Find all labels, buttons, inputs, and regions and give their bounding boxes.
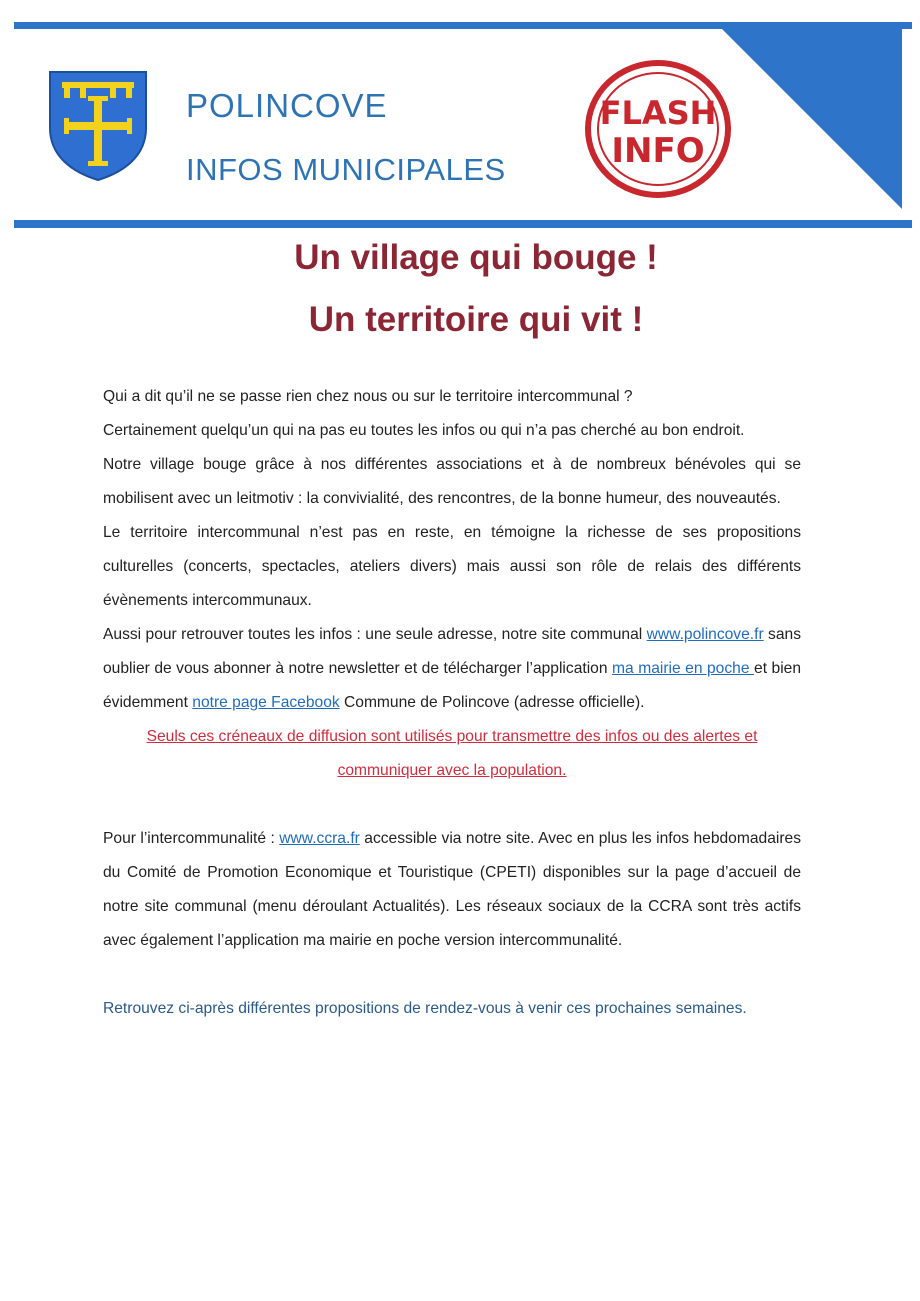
flash-info-badge [584,60,732,198]
polincove-website-link[interactable]: www.polincove.fr [646,626,764,643]
paragraph-5-text-a: Aussi pour retrouver toutes les infos : une seule adresse, notre site communal [103,626,643,643]
paragraph-4: Le territoire intercommunal n’est pas en reste, en témoigne la richesse de ses propositions culturelles (concerts, spectacles, ateliers divers) mais aussi son rôle de relais des différents évènements intercommunaux. [103,524,801,609]
spacer [103,788,801,822]
header-bottom-rule [14,220,912,228]
closing-line: Retrouvez ci-après différentes propositions de rendez-vous à venir ces prochaines semaines. [103,1000,747,1017]
ccra-website-link[interactable]: www.ccra.fr [279,830,360,847]
headline-line-2: Un territoire qui vit ! [308,300,644,339]
article-body [103,380,801,1026]
paragraph-5 [103,618,801,720]
paragraph-5-text-c: et bien évidemment [103,660,802,711]
paragraph-1: Qui a dit qu’il ne se passe rien chez nous ou sur le territoire intercommunal ? [103,388,633,405]
alert-notice: Seuls ces créneaux de diffusion sont utilisés pour transmettre des infos ou des alertes et communiquer avec la population. [146,728,758,779]
header-top-rule [14,22,912,29]
spacer [103,958,801,992]
badge-text-flash: FLASH [599,94,717,132]
town-name: POLINCOVE [186,87,388,124]
paragraph-5-text-b: sans oublier de vous abonner à notre newsletter et de télécharger l’application [103,626,801,677]
ma-mairie-en-poche-link[interactable]: ma mairie en poche [612,660,755,677]
newsletter-subtitle: INFOS MUNICIPALES [186,152,506,187]
coat-of-arms-icon [48,70,148,182]
paragraph-6 [103,822,801,958]
facebook-page-link[interactable]: notre page Facebook [192,694,340,711]
paragraph-5-text-d: Commune de Polincove (adresse officielle). [339,694,645,711]
headline-line-1: Un village qui bouge ! [294,238,658,277]
paragraph-6-text-b: accessible via notre site. Avec en plus les infos hebdomadaires du Comité de Promotion Economique et Touristique (CPETI) disponibles sur la page d’accueil de notre site communal (menu déroulant Actualités). Les réseaux sociaux de la CCRA sont très actifs avec également l’application ma mairie en poche version intercommunalité. [103,830,801,949]
paragraph-3: Notre village bouge grâce à nos différentes associations et à de nombreux bénévoles qui se mobilisent avec un leitmotiv : la convivialité, des rencontres, de la bonne humeur, des nouveautés. [103,456,801,507]
badge-text-info: INFO [611,131,705,171]
paragraph-6-text-a: Pour l’intercommunalité : [103,830,280,847]
corner-triangle-decoration [722,29,902,209]
paragraph-2: Certainement quelqu’un qui na pas eu toutes les infos ou qui n’a pas cherché au bon endroit. [103,422,745,439]
